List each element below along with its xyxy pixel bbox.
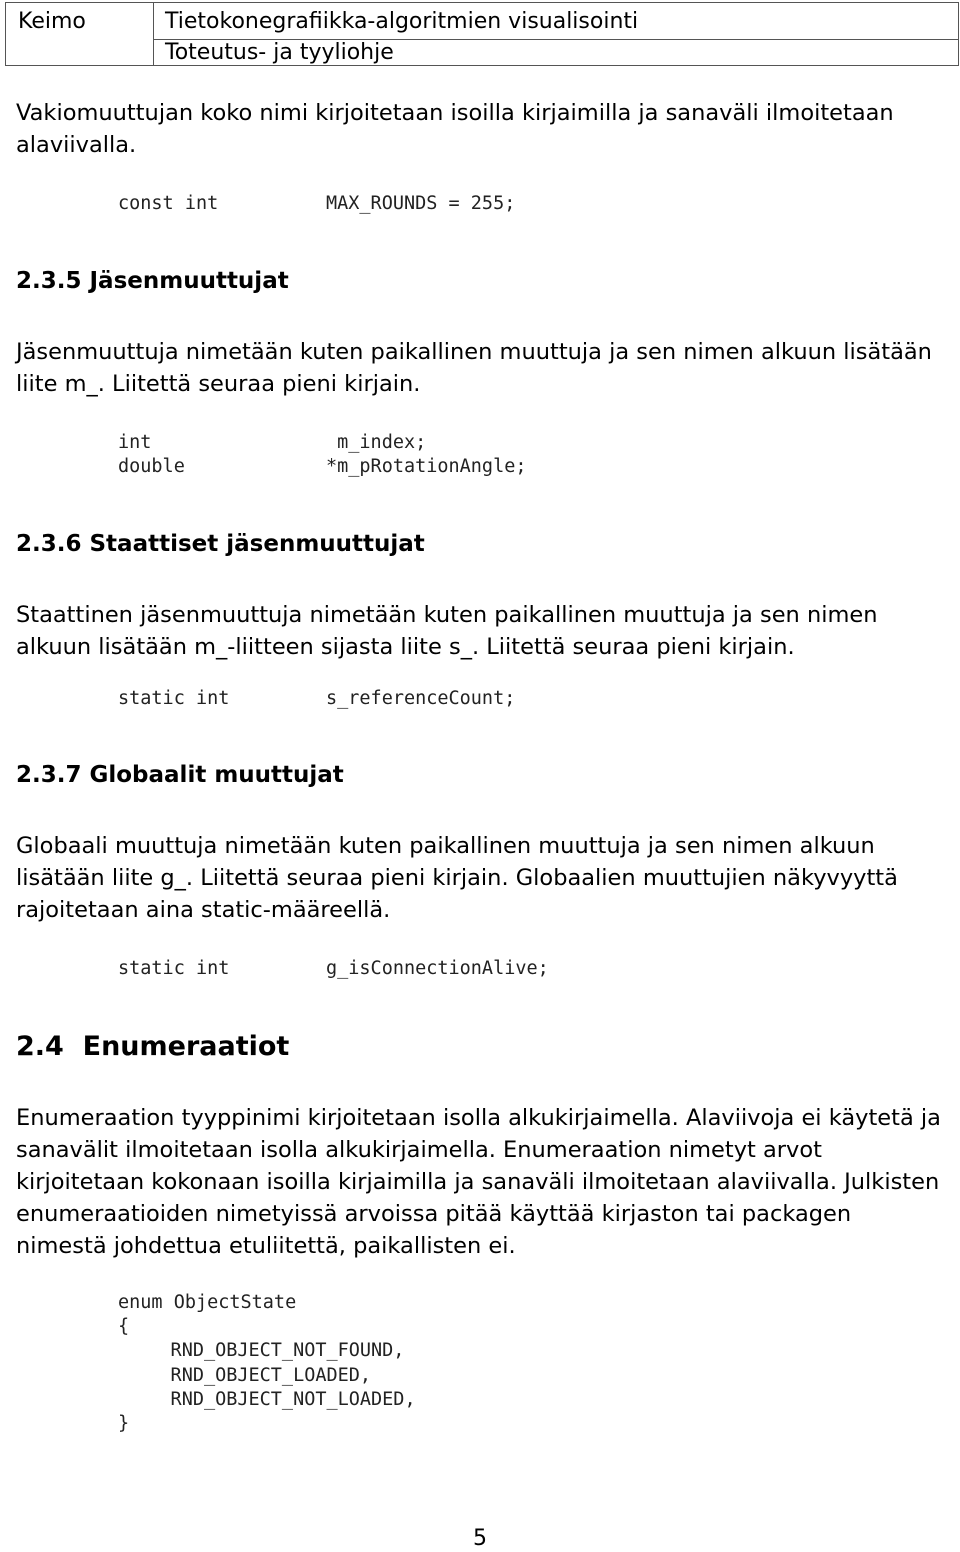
enum-code-line: RND_OBJECT_NOT_FOUND, — [126, 1340, 405, 1361]
header-title: Tietokonegrafiikka-algoritmien visualisointi — [165, 9, 639, 34]
code-const-type: const int — [118, 193, 219, 214]
s24-line-3: kirjoitetaan kokonaan isoilla kirjaimilla ja sanaväli ilmoitetaan alaviivalla. Julkisten — [16, 1169, 940, 1195]
s235-line-2: liite m_. Liitettä seuraa pieni kirjain. — [16, 371, 421, 397]
code-static-type-1: static int — [118, 688, 230, 709]
s237-line-1: Globaali muuttuja nimetään kuten paikallinen muuttuja ja sen nimen alkuun — [16, 833, 875, 859]
enum-code-line: enum ObjectState — [118, 1292, 297, 1313]
s24-line-2: sanavälit ilmoitetaan isolla alkukirjaimella. Enumeraation nimetyt arvot — [16, 1137, 822, 1163]
header-author: Keimo — [18, 9, 86, 34]
code-int-name: m_index; — [326, 432, 427, 453]
intro-line-2: alaviivalla. — [16, 132, 137, 158]
code-static-name-1: s_referenceCount; — [326, 688, 516, 709]
code-static-type-2: static int — [118, 958, 230, 979]
s237-line-2: lisätään liite g_. Liitettä seuraa pieni kirjain. Globaalien muuttujien näkyvyyttä — [16, 865, 898, 891]
enum-code-line: RND_OBJECT_LOADED, — [126, 1365, 372, 1386]
s24-line-4: enumeraatioiden nimetyissä arvoissa pitää käyttää kirjaston tai packagen — [16, 1201, 852, 1227]
page-number: 5 — [473, 1526, 487, 1551]
s24-line-1: Enumeraation tyyppinimi kirjoitetaan isolla alkukirjaimella. Alaviivoja ei käytetä ja — [16, 1105, 941, 1131]
header-author-cell — [6, 3, 154, 65]
intro-line-1: Vakiomuuttujan koko nimi kirjoitetaan isoilla kirjaimilla ja sanaväli ilmoitetaan — [16, 100, 894, 126]
s236-line-2: alkuun lisätään m_-liitteen sijasta liite s_. Liitettä seuraa pieni kirjain. — [16, 634, 795, 660]
code-double-name: *m_pRotationAngle; — [326, 456, 527, 477]
s24-line-5: nimestä johdettua etuliitettä, paikallisten ei. — [16, 1233, 516, 1259]
heading-2-4: 2.4 Enumeraatiot — [16, 1031, 290, 1062]
heading-2-3-7: 2.3.7 Globaalit muuttujat — [16, 762, 344, 788]
code-const-name: MAX_ROUNDS = 255; — [326, 193, 516, 214]
heading-2-3-5: 2.3.5 Jäsenmuuttujat — [16, 268, 289, 294]
code-double-type: double — [118, 456, 185, 477]
s236-line-1: Staattinen jäsenmuuttuja nimetään kuten paikallinen muuttuja ja sen nimen — [16, 602, 878, 628]
enum-code-line: } — [118, 1413, 130, 1434]
s235-line-1: Jäsenmuuttuja nimetään kuten paikallinen muuttuja ja sen nimen alkuun lisätään — [16, 339, 932, 365]
enum-code-line: RND_OBJECT_NOT_LOADED, — [126, 1389, 416, 1410]
enum-code-line: { — [118, 1316, 130, 1337]
s237-line-3: rajoitetaan aina static-määreellä. — [16, 897, 391, 923]
heading-2-3-6: 2.3.6 Staattiset jäsenmuuttujat — [16, 531, 425, 557]
code-int-type: int — [118, 432, 152, 453]
header-subtitle: Toteutus- ja tyyliohje — [165, 40, 394, 65]
code-static-name-2: g_isConnectionAlive; — [326, 958, 549, 979]
page-header — [5, 2, 959, 66]
